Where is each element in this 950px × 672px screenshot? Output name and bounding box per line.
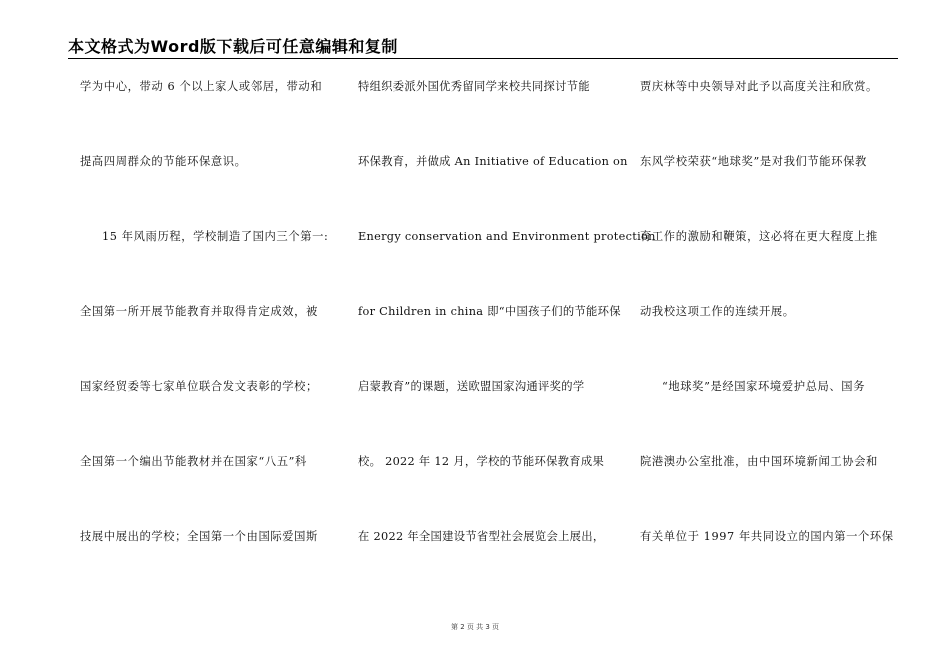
text-line: 技展中展出的学校；全国第一个由国际爱国斯	[80, 530, 318, 543]
text-line: 动我校这项工作的连续开展。	[640, 305, 795, 318]
text-column-3	[640, 80, 894, 580]
text-line: 有关单位于 1997 年共同设立的国内第一个环保	[640, 530, 894, 543]
text-line: Energy conservation and Environment protection	[358, 230, 656, 243]
text-line: 育工作的激励和鞭策，这必将在更大程度上推	[640, 230, 878, 243]
text-column-1	[80, 80, 329, 580]
text-column-2	[358, 80, 656, 580]
document-header	[68, 34, 898, 58]
header-divider	[68, 58, 898, 59]
page-number: 第 2 页 共 3 页	[450, 623, 500, 631]
text-line: 在 2022 年全国建设节省型社会展览会上展出，	[358, 530, 605, 543]
text-line: “地球奖”是经国家环境爱护总局、国务	[662, 380, 866, 393]
text-line: 校。 2022 年 12 月，学校的节能环保教育成果	[358, 455, 605, 468]
text-line: for Children in china 即“中国孩子们的节能环保	[358, 305, 621, 318]
header-title: 本文格式为Word版下载后可任意编辑和复制	[68, 37, 398, 56]
text-line: 环保教育，并做成 An Initiative of Education on	[358, 155, 628, 168]
text-line: 全国第一个编出节能教材并在国家“八五”科	[80, 455, 307, 468]
text-line: 提高四周群众的节能环保意识。	[80, 155, 247, 168]
text-line: 15 年风雨历程，学校制造了国内三个第一:	[102, 230, 329, 243]
text-line: 全国第一所开展节能教育并取得肯定成效，被	[80, 305, 318, 318]
text-line: 特组织委派外国优秀留同学来校共同探讨节能	[358, 80, 590, 93]
text-line: 启蒙教育”的课题，送欧盟国家沟通评奖的学	[358, 380, 585, 393]
text-line: 国家经贸委等七家单位联合发文表彰的学校；	[80, 380, 318, 393]
text-line: 院港澳办公室批准，由中国环境新闻工协会和	[640, 455, 878, 468]
text-line: 贾庆林等中央领导对此予以高度关注和欣赏。	[640, 80, 878, 93]
text-line: 学为中心，带动 6 个以上家人或邻居，带动和	[80, 80, 323, 93]
text-line: 东风学校荣获“地球奖”是对我们节能环保教	[640, 155, 867, 168]
